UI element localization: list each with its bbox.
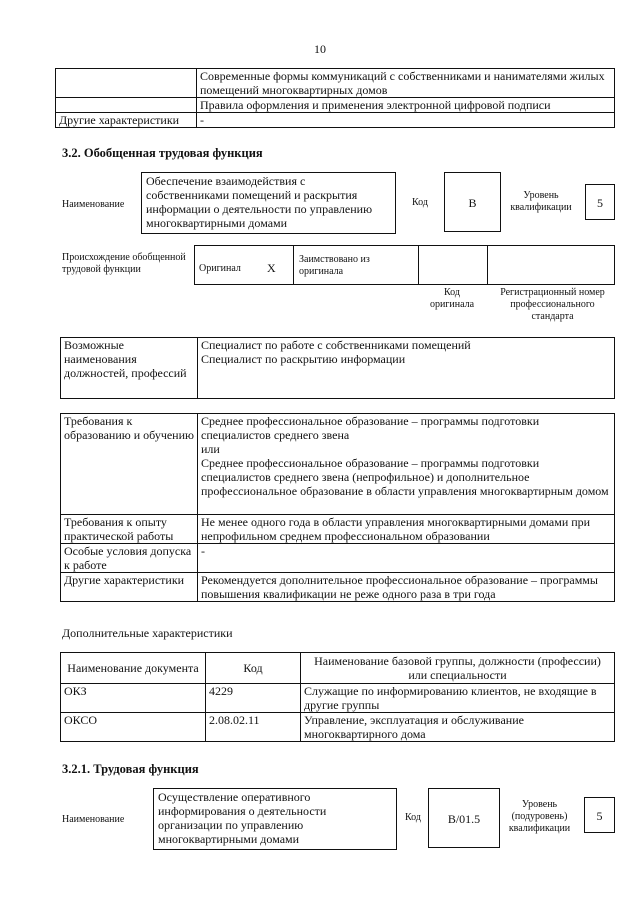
- row-value: Среднее профессиональное образование – программы подготовки специалистов среднего звена или Среднее профессиональное образование – программы подготовки специалистов среднего звена (непрофильное) и дополнительное профессиональное образование в области управления многоквартирным домом: [198, 414, 615, 515]
- original-label: Оригинал: [199, 263, 241, 274]
- code-value-box: B/01.5: [428, 788, 500, 848]
- cell: Управление, эксплуатация и обслуживание многоквартирного дома: [301, 713, 615, 742]
- table-row: [61, 515, 615, 544]
- additional-title: Дополнительные характеристики: [62, 626, 233, 640]
- level-label: Уровень квалификации: [510, 190, 572, 213]
- position-item: Специалист по раскрытию информации: [201, 352, 406, 366]
- position-item: Специалист по работе с собственниками помещений: [201, 338, 471, 352]
- level-value-box: 5: [584, 797, 615, 833]
- table-row: [61, 713, 615, 742]
- additional-table: [60, 652, 615, 742]
- row-label: Особые условия допуска к работе: [61, 544, 198, 573]
- table-row: [61, 338, 615, 399]
- page-number: 10: [314, 42, 326, 56]
- level-label: Уровень (подуровень) квалификации: [508, 799, 571, 834]
- cell: 4229: [206, 684, 301, 713]
- positions-table: [60, 337, 615, 399]
- top-table: [55, 68, 615, 128]
- section-title: 3.2.1. Трудовая функция: [62, 762, 199, 776]
- table-row: [61, 414, 615, 515]
- borrowed-label: Заимствовано из оригинала: [299, 254, 370, 277]
- table-row: [61, 653, 615, 684]
- origin-box: [194, 245, 615, 285]
- name-label: Наименование: [62, 199, 125, 210]
- row-value: Современные формы коммуникаций с собственниками и нанимателями жилых помещений многоквартирных домов: [197, 69, 615, 98]
- header-cell: Наименование документа: [61, 653, 206, 684]
- code-label: Код: [412, 197, 428, 208]
- function-name-box: Обеспечение взаимодействия с собственниками помещений и раскрытия информации о деятельности по управлению многоквартирными домами: [141, 172, 396, 234]
- row-value: -: [197, 113, 615, 128]
- requirements-table: [60, 413, 615, 602]
- table-row: [61, 684, 615, 713]
- row-value: Рекомендуется дополнительное профессиональное образование – программы повышения квалификации не реже одного раза в три года: [198, 573, 615, 602]
- function-name-box: Осуществление оперативного информирования о деятельности организации по управлению многоквартирными домами: [153, 788, 397, 850]
- row-value: -: [198, 544, 615, 573]
- positions-label: Возможные наименования должностей, профессий: [61, 338, 198, 399]
- table-row: [61, 544, 615, 573]
- code-original-caption: Код оригинала: [429, 287, 475, 310]
- original-mark: X: [267, 261, 276, 275]
- row-label: Другие характеристики: [61, 573, 198, 602]
- row-label: Другие характеристики: [56, 113, 197, 128]
- row-value: Правила оформления и применения электронной цифровой подписи: [197, 98, 615, 113]
- row-label: Требования к образованию и обучению: [61, 414, 198, 515]
- cell: 2.08.02.11: [206, 713, 301, 742]
- name-label: Наименование: [62, 814, 125, 825]
- section-title: 3.2. Обобщенная трудовая функция: [62, 146, 263, 160]
- table-row: [56, 98, 615, 113]
- origin-label: Происхождение обобщенной трудовой функции: [62, 252, 186, 275]
- row-value: Не менее одного года в области управления многоквартирными домами при непрофильном среднем профессиональном образовании: [198, 515, 615, 544]
- row-label: Требования к опыту практической работы: [61, 515, 198, 544]
- cell: Служащие по информированию клиентов, не входящие в другие группы: [301, 684, 615, 713]
- divider: [487, 246, 488, 284]
- code-value-box: B: [444, 172, 501, 232]
- table-row: [56, 113, 615, 128]
- header-cell: Код: [206, 653, 301, 684]
- table-row: [56, 69, 615, 98]
- positions-value: [198, 338, 615, 399]
- divider: [418, 246, 419, 284]
- row-label: [56, 69, 197, 98]
- row-label: [56, 98, 197, 113]
- level-value-box: 5: [585, 184, 615, 220]
- header-cell: Наименование базовой группы, должности (профессии) или специальности: [301, 653, 615, 684]
- cell: ОКЗ: [61, 684, 206, 713]
- code-label: Код: [405, 812, 421, 823]
- cell: ОКСО: [61, 713, 206, 742]
- divider: [293, 246, 294, 284]
- table-row: [61, 573, 615, 602]
- reg-number-caption: Регистрационный номер профессионального стандарта: [500, 287, 605, 322]
